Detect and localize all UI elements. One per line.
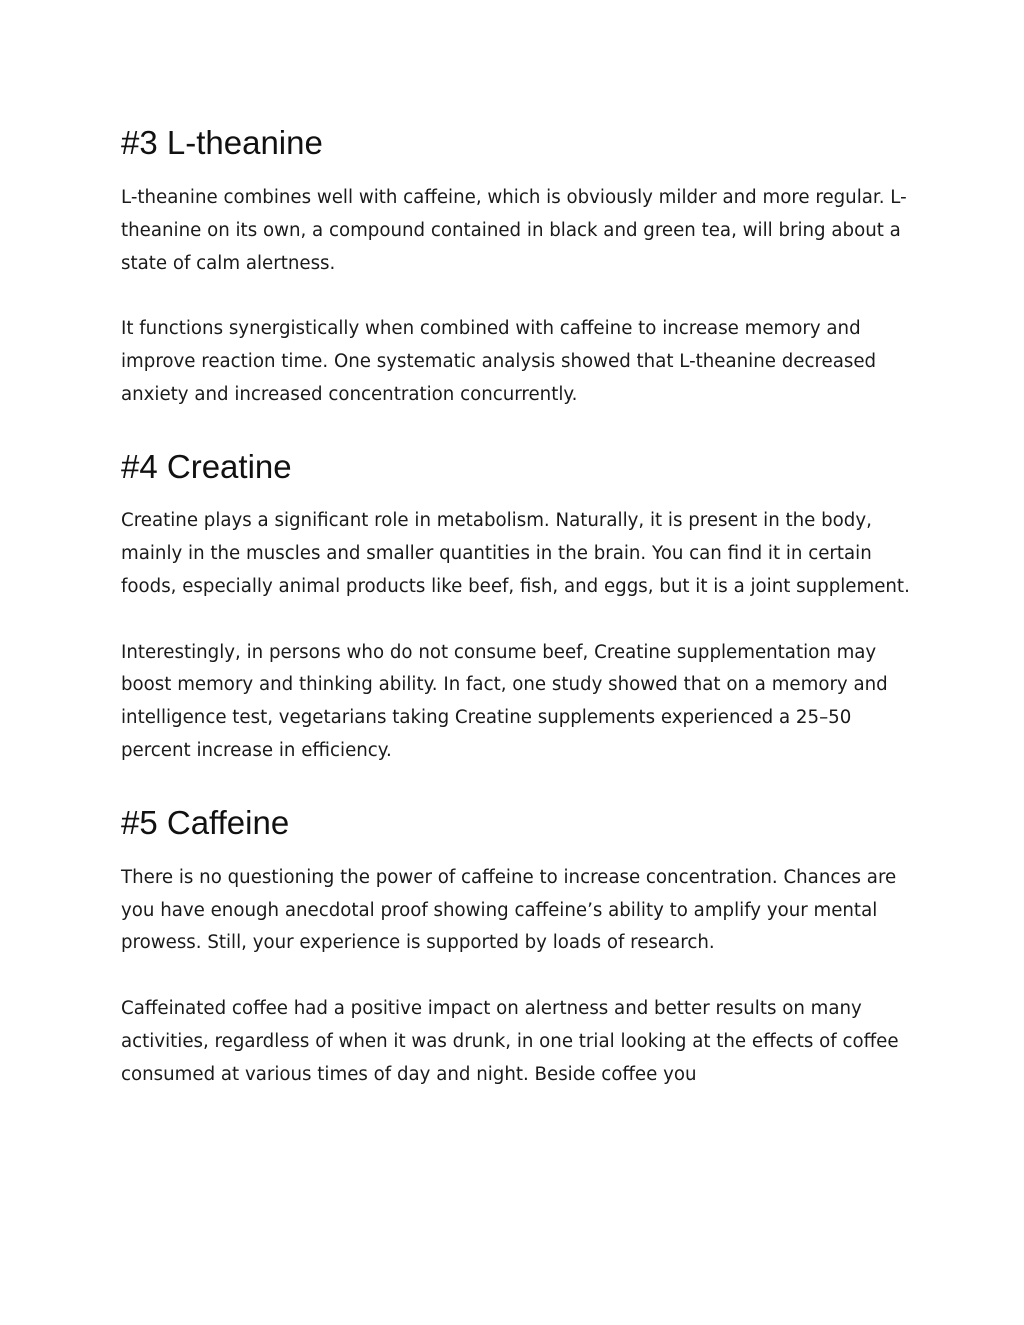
paragraph: Creatine plays a significant role in metabolism. Naturally, it is present in the body, mainly in the muscles and smaller quantities in the brain. You can find it in certain foods, especially animal products like beef, fish, and eggs, but it is a joint supplement. — [121, 510, 910, 598]
section-heading: #5 Caffeine — [121, 803, 290, 841]
section-creatine — [121, 448, 911, 768]
section-l-theanine — [121, 124, 911, 412]
section-heading: #3 L-theanine — [121, 124, 323, 161]
document-page — [121, 124, 911, 1124]
section-caffeine — [121, 804, 911, 1092]
paragraph: L-theanine combines well with caffeine, which is obviously milder and more regular. L-theanine on its own, a compound contained in black and green tea, will bring about a state of calm alertness. — [121, 186, 907, 274]
paragraph: Interestingly, in persons who do not consume beef, Creatine supplementation may boost memory and thinking ability. In fact, one study showed that on a memory and intelligence test, vegetarians taking Creatine supplements experienced a 25–50 percent increase in efficiency. — [121, 641, 888, 762]
paragraph: It functions synergistically when combined with caffeine to increase memory and improve reaction time. One systematic analysis showed that L-theanine decreased anxiety and increased concentration concurrently. — [121, 318, 877, 405]
paragraph: Caffeinated coffee had a positive impact on alertness and better results on many activities, regardless of when it was drunk, in one trial looking at the effects of coffee consumed at various times of day and night. Beside coffee you — [121, 997, 899, 1085]
section-heading: #4 Creatine — [121, 447, 292, 485]
paragraph: There is no questioning the power of caffeine to increase concentration. Chances are you have enough anecdotal proof showing caffeine’s ability to amplify your mental prowess. Still, your experience is supported by loads of research. — [121, 866, 897, 954]
